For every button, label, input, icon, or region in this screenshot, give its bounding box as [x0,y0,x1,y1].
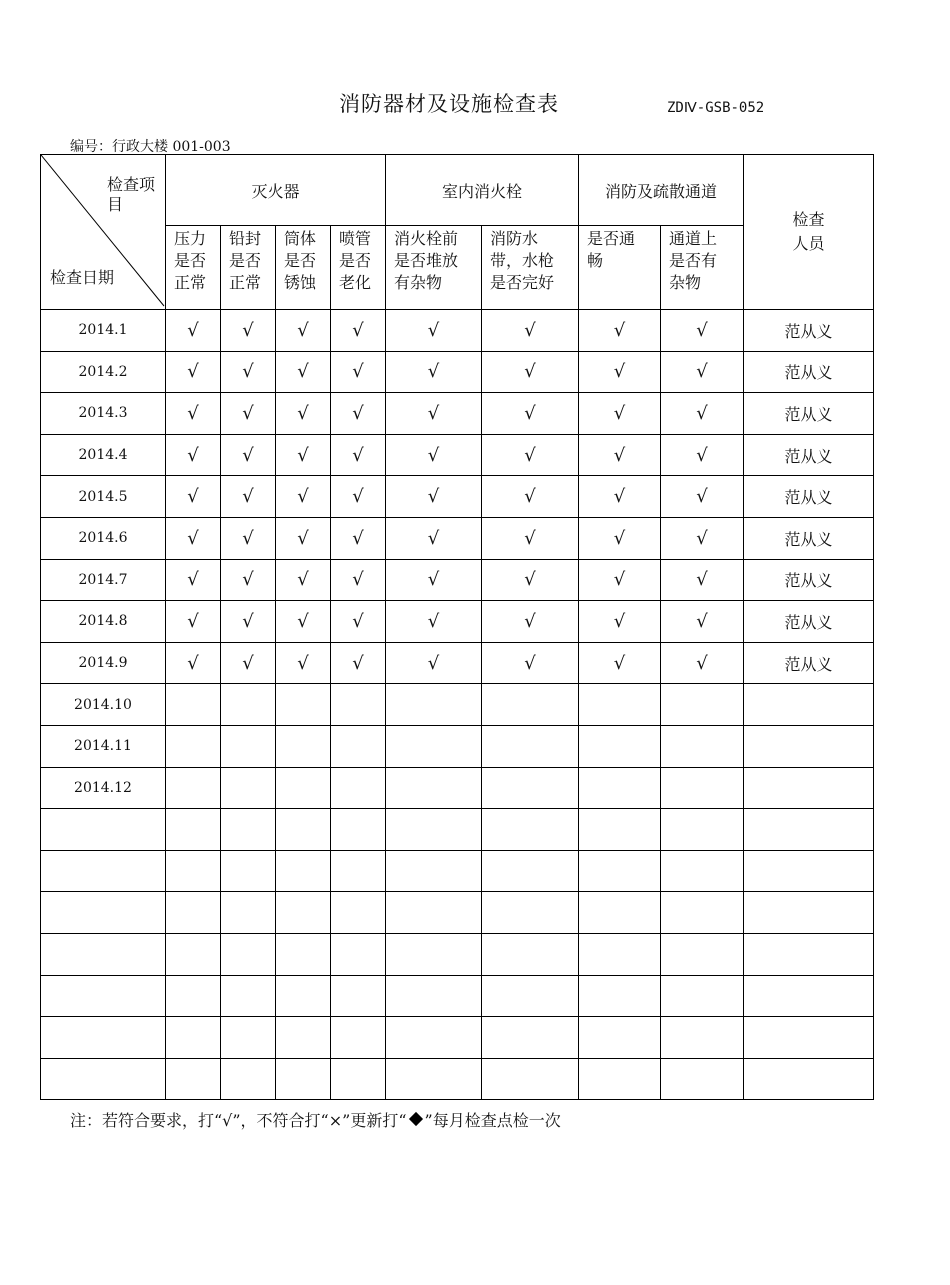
page-title: 消防器材及设施检查表 [339,92,559,116]
group-hydrant: 室内消火栓 [386,155,579,226]
date-cell [41,1058,166,1100]
check-cell [166,684,221,726]
check-cell [386,1017,482,1059]
date-cell [41,933,166,975]
check-cell [221,850,276,892]
date-cell: 2014.8 [41,601,166,643]
table-row [41,434,874,476]
inspector-cell [744,684,874,726]
check-cell [331,1058,386,1100]
check-cell: √ [331,351,386,393]
check-cell: √ [166,517,221,559]
check-cell [221,725,276,767]
subheader-5: 消火栓前 是否堆放 有杂物 [386,226,482,310]
subheader-7: 是否通 畅 [579,226,661,310]
check-cell [661,767,744,809]
check-cell [166,725,221,767]
check-cell [661,933,744,975]
check-cell: √ [482,393,579,435]
check-cell [221,892,276,934]
check-cell [166,933,221,975]
check-cell: √ [482,351,579,393]
check-cell: √ [661,434,744,476]
corner-header-date: 检查日期 [50,268,115,287]
check-cell: √ [331,310,386,352]
check-cell: √ [221,559,276,601]
check-cell: √ [221,434,276,476]
check-cell: √ [331,642,386,684]
check-cell: √ [482,517,579,559]
check-cell [221,767,276,809]
check-cell [166,892,221,934]
inspector-cell: 范从义 [744,476,874,518]
date-cell: 2014.5 [41,476,166,518]
inspector-cell: 范从义 [744,642,874,684]
check-cell: √ [482,476,579,518]
check-cell: √ [579,310,661,352]
check-cell: √ [221,601,276,643]
inspector-cell: 范从义 [744,310,874,352]
table-row [41,892,874,934]
check-cell: √ [661,351,744,393]
check-cell: √ [166,559,221,601]
inspector-cell [744,975,874,1017]
table-row [41,351,874,393]
check-cell: √ [579,642,661,684]
check-cell: √ [166,434,221,476]
check-cell [386,809,482,851]
date-cell: 2014.6 [41,517,166,559]
inspector-cell: 范从义 [744,601,874,643]
check-cell [661,892,744,934]
check-cell: √ [166,351,221,393]
check-cell [166,850,221,892]
table-row [41,642,874,684]
date-cell [41,850,166,892]
check-cell: √ [221,642,276,684]
check-cell [482,1058,579,1100]
table-row [41,809,874,851]
check-cell: √ [661,517,744,559]
table-row [41,393,874,435]
table-row [41,933,874,975]
check-cell [331,892,386,934]
check-cell [482,1017,579,1059]
group-extinguisher: 灭火器 [166,155,386,226]
inspector-cell [744,892,874,934]
check-cell: √ [331,517,386,559]
group-evacuation: 消防及疏散通道 [579,155,744,226]
table-row [41,476,874,518]
check-cell: √ [579,559,661,601]
check-cell: √ [482,310,579,352]
subheader-2: 铅封 是否 正常 [221,226,276,310]
corner-header-items: 检查项 目 [106,175,155,214]
table-row [41,850,874,892]
check-cell [386,684,482,726]
inspector-cell [744,725,874,767]
check-cell [661,809,744,851]
check-cell [482,767,579,809]
check-cell [579,975,661,1017]
check-cell: √ [386,642,482,684]
check-cell: √ [386,434,482,476]
check-cell [166,767,221,809]
check-cell [221,975,276,1017]
inspector-cell: 范从义 [744,351,874,393]
check-cell [331,975,386,1017]
check-cell: √ [276,351,331,393]
check-cell: √ [579,601,661,643]
date-cell: 2014.11 [41,725,166,767]
check-cell: √ [661,393,744,435]
inspector-cell: 范从义 [744,434,874,476]
check-cell [221,1017,276,1059]
subheader-6: 消防水 带，水枪 是否完好 [482,226,579,310]
check-cell: √ [276,601,331,643]
check-cell: √ [386,601,482,643]
document-code: ZDⅣ-GSB-052 [667,100,765,116]
check-cell [482,933,579,975]
inspector-cell [744,1017,874,1059]
check-cell [221,1058,276,1100]
check-cell [386,975,482,1017]
check-cell [276,767,331,809]
table-row [41,684,874,726]
check-cell: √ [166,393,221,435]
table-row [41,975,874,1017]
date-cell: 2014.2 [41,351,166,393]
date-cell [41,809,166,851]
check-cell: √ [276,393,331,435]
diamond-icon [408,1112,422,1126]
date-cell: 2014.1 [41,310,166,352]
date-cell: 2014.3 [41,393,166,435]
table-row [41,1058,874,1100]
check-cell [166,975,221,1017]
date-cell: 2014.10 [41,684,166,726]
check-cell: √ [221,310,276,352]
check-cell: √ [276,517,331,559]
date-cell: 2014.4 [41,434,166,476]
check-cell [661,725,744,767]
check-cell [386,933,482,975]
check-cell [579,850,661,892]
check-cell: √ [661,601,744,643]
check-cell [661,684,744,726]
check-cell [331,850,386,892]
check-cell [579,767,661,809]
check-cell: √ [386,559,482,601]
table-row [41,1017,874,1059]
table-row [41,767,874,809]
check-cell: √ [579,434,661,476]
check-cell [386,725,482,767]
date-cell: 2014.12 [41,767,166,809]
check-cell [331,684,386,726]
check-cell [579,1058,661,1100]
check-cell [276,850,331,892]
check-cell: √ [221,351,276,393]
check-cell: √ [386,393,482,435]
serial-number: 编号：行政大楼 001-003 [70,139,231,155]
check-cell [661,1017,744,1059]
check-cell [482,684,579,726]
check-cell [276,725,331,767]
date-cell: 2014.9 [41,642,166,684]
check-cell [482,892,579,934]
check-cell: √ [661,476,744,518]
check-cell: √ [221,393,276,435]
inspector-cell [744,933,874,975]
check-cell [166,809,221,851]
check-cell [579,725,661,767]
check-cell: √ [331,434,386,476]
check-cell [276,1058,331,1100]
check-cell [276,892,331,934]
subheader-1: 压力 是否 正常 [166,226,221,310]
inspector-cell: 范从义 [744,559,874,601]
table-row [41,310,874,352]
check-cell [276,975,331,1017]
check-cell [386,892,482,934]
check-cell: √ [331,559,386,601]
check-cell [579,933,661,975]
check-cell: √ [579,476,661,518]
inspector-cell: 范从义 [744,517,874,559]
check-cell: √ [276,434,331,476]
check-cell [661,850,744,892]
check-cell [579,809,661,851]
inspector-cell [744,1058,874,1100]
check-cell [386,850,482,892]
check-cell [482,809,579,851]
date-cell [41,975,166,1017]
check-cell [386,767,482,809]
check-cell [331,767,386,809]
check-cell: √ [579,351,661,393]
check-cell: √ [166,310,221,352]
inspector-cell: 范从义 [744,393,874,435]
check-cell: √ [386,517,482,559]
footnote: 注：若符合要求，打“√”，不符合打“×”更新打“ ”每月检查点检一次 [70,1111,561,1130]
inspector-cell [744,767,874,809]
check-cell: √ [166,642,221,684]
check-cell [482,975,579,1017]
subheader-3: 筒体 是否 锈蚀 [276,226,331,310]
check-cell [276,809,331,851]
check-cell: √ [386,351,482,393]
check-cell [579,684,661,726]
check-cell: √ [331,476,386,518]
check-cell: √ [276,559,331,601]
check-cell [579,1017,661,1059]
check-cell: √ [386,310,482,352]
table-row [41,601,874,643]
check-cell [276,684,331,726]
check-cell [386,1058,482,1100]
check-cell: √ [482,434,579,476]
check-cell: √ [661,559,744,601]
check-cell: √ [221,476,276,518]
table-row [41,725,874,767]
check-cell [276,1017,331,1059]
check-cell: √ [276,310,331,352]
check-cell [331,933,386,975]
check-cell [331,809,386,851]
check-cell: √ [386,476,482,518]
check-cell: √ [579,517,661,559]
check-cell: √ [482,642,579,684]
subheader-8: 通道上 是否有 杂物 [661,226,744,310]
check-cell [661,975,744,1017]
check-cell: √ [166,476,221,518]
check-cell: √ [276,642,331,684]
check-cell: √ [482,559,579,601]
check-cell: √ [579,393,661,435]
check-cell: √ [331,601,386,643]
check-cell [221,933,276,975]
inspector-header: 检查 人员 [744,155,874,310]
check-cell [221,684,276,726]
check-cell [482,850,579,892]
check-cell [331,725,386,767]
table-row [41,559,874,601]
corner-header [41,155,166,310]
table-row [41,517,874,559]
inspector-cell [744,850,874,892]
check-cell: √ [482,601,579,643]
date-cell: 2014.7 [41,559,166,601]
check-cell: √ [661,642,744,684]
check-cell [221,809,276,851]
inspector-cell [744,809,874,851]
inspection-table [40,154,874,1100]
check-cell: √ [661,310,744,352]
check-cell: √ [331,393,386,435]
check-cell [661,1058,744,1100]
check-cell: √ [166,601,221,643]
check-cell: √ [276,476,331,518]
check-cell: √ [221,517,276,559]
check-cell [482,725,579,767]
subheader-4: 喷管 是否 老化 [331,226,386,310]
check-cell [331,1017,386,1059]
check-cell [579,892,661,934]
check-cell [276,933,331,975]
date-cell [41,892,166,934]
check-cell [166,1017,221,1059]
check-cell [166,1058,221,1100]
date-cell [41,1017,166,1059]
